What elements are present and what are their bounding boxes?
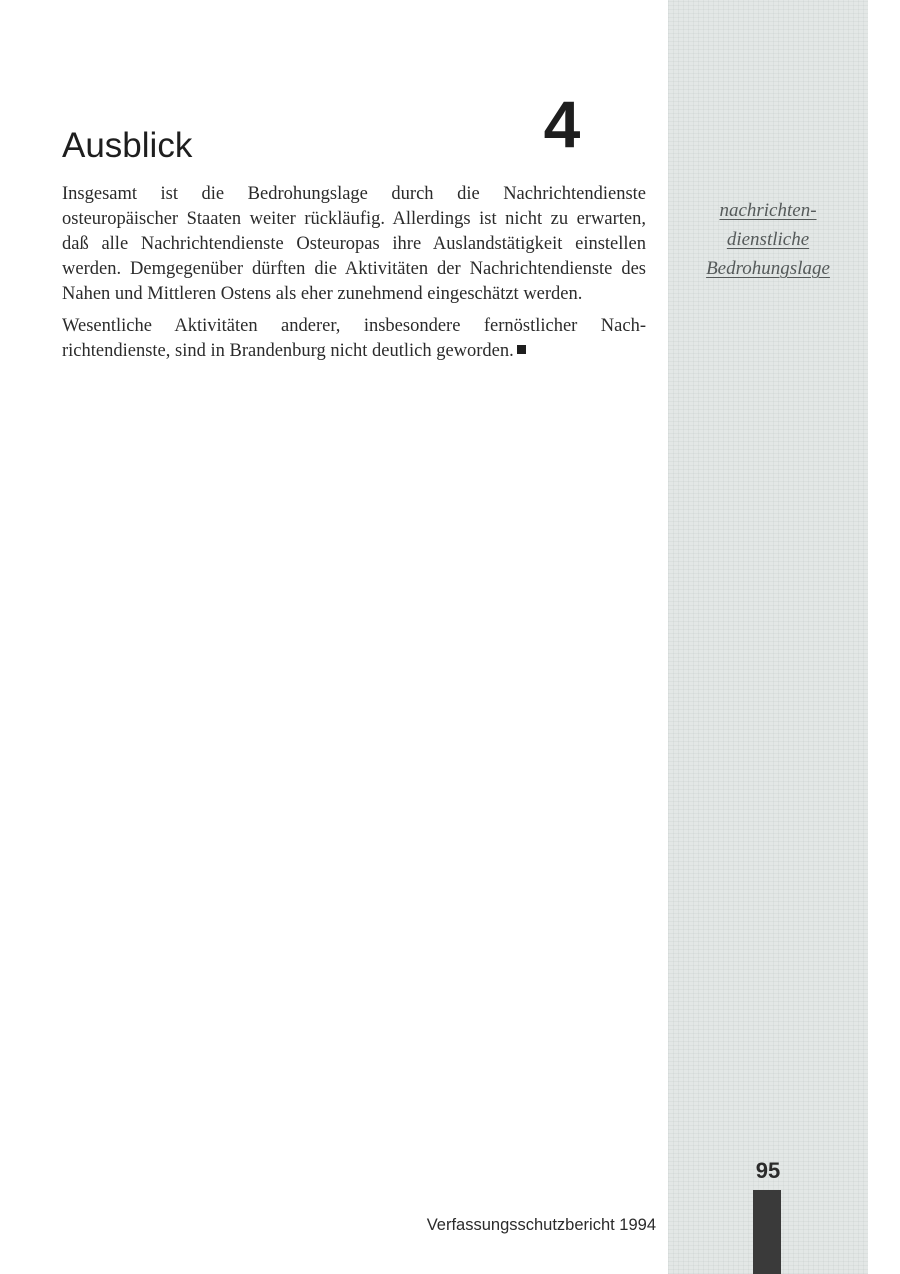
paragraph-text: Wesentliche Aktivitäten anderer, insbesondere fernöstlicher Nachrichtendienste, sind in Brandenburg nicht deutlich geworden. bbox=[62, 316, 646, 361]
paragraph: Insgesamt ist die Bedrohungslage durch die Nachrichtendienste osteuropäischer Staaten weiter rückläufig. Allerdings ist nicht zu erwarten, daß alle Nachrichtendienste Osteuropas ihre Auslandstätigkeit einstellen werden. Demgegenüber dürften die Aktivitäten der Nachrichtendienste des Nahen und Mittleren Ostens als eher zunehmend eingeschätzt werden. bbox=[62, 184, 646, 304]
sidebar-keyword-line: nachrichten- bbox=[719, 200, 817, 221]
sidebar-keyword-line: Bedrohungslage bbox=[706, 258, 830, 279]
chapter-number: 4 bbox=[543, 87, 581, 161]
page-number: 95 bbox=[755, 1158, 781, 1183]
footer-publication-title: Verfassungsschutzbericht 1994 bbox=[426, 1216, 656, 1234]
body-text bbox=[62, 182, 646, 371]
paragraph bbox=[62, 314, 646, 364]
margin-sidebar bbox=[668, 0, 868, 1274]
sidebar-keyword-line: dienstliche bbox=[726, 229, 810, 250]
sidebar-keyword bbox=[668, 196, 868, 283]
chapter-title: Ausblick bbox=[62, 126, 193, 165]
end-mark-icon bbox=[517, 345, 526, 354]
page-marker-bar bbox=[753, 1190, 781, 1274]
